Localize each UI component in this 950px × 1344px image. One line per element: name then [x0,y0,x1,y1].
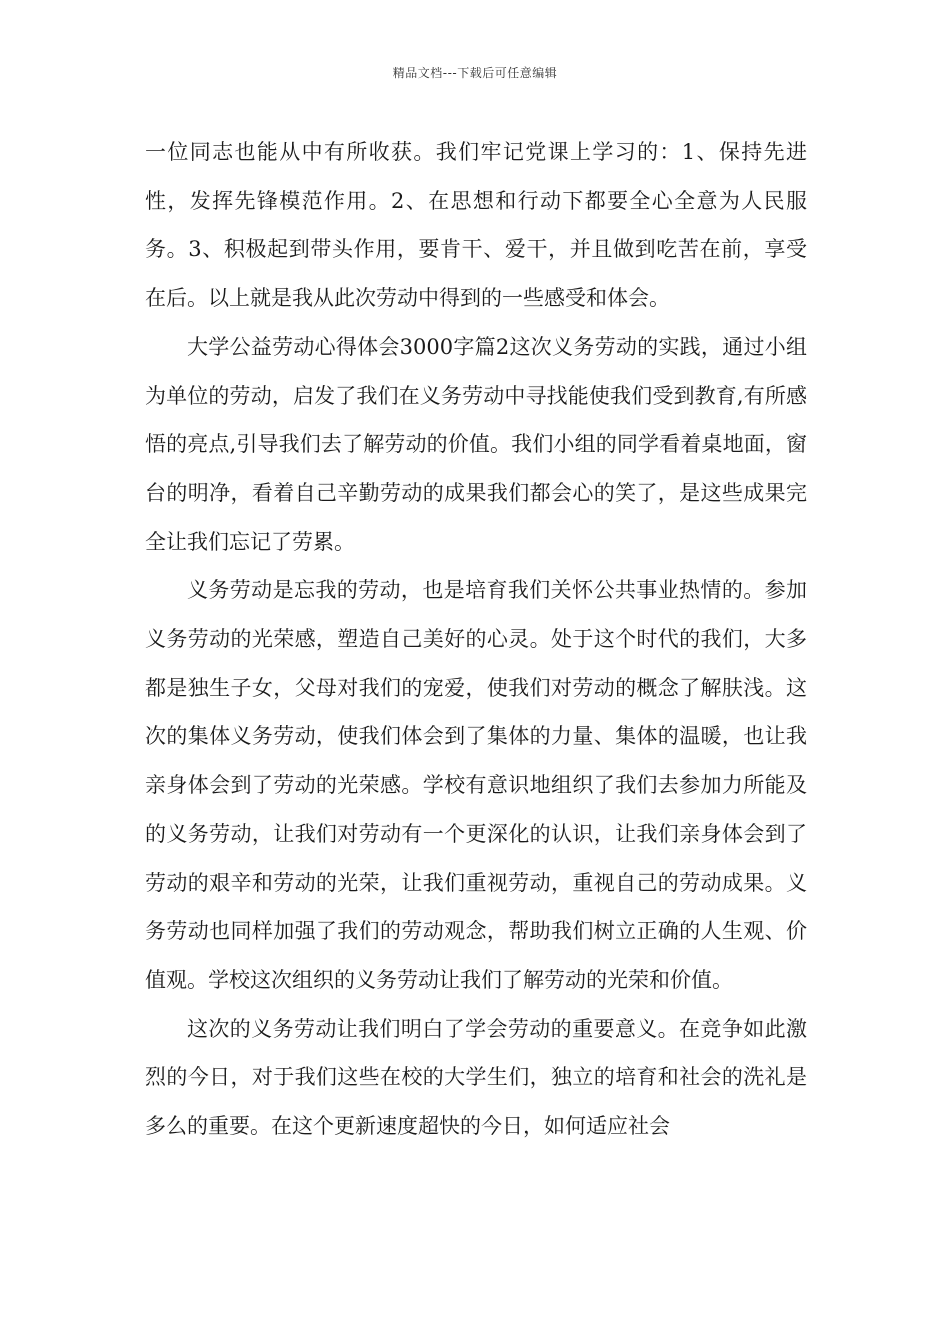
document-body [145,128,807,1151]
paragraph-4: 这次的义务劳动让我们明白了学会劳动的重要意义。在竞争如此激烈的今日，对于我们这些在校的大学生们，独立的培育和社会的洗礼是多么的重要。在这个更新速度超快的今日，如何适应社会 [145,1016,807,1139]
paragraph-1: 一位同志也能从中有所收获。我们牢记党课上学习的：1、保持先进性，发挥先锋模范作用。2、在思想和行动下都要全心全意为人民服务。3、积极起到带头作用，要肯干、爱干，并且做到吃苦在前，享受在后。以上就是我从此次劳动中得到的一些感受和体会。 [145,140,807,311]
page-header: 精品文档---下载后可任意编辑 [392,66,558,80]
paragraph-2: 大学公益劳动心得体会3000字篇2这次义务劳动的实践，通过小组为单位的劳动，启发了我们在义务劳动中寻找能使我们受到教育,有所感悟的亮点,引导我们去了解劳动的价值。我们小组的同学看着桌地面，窗台的明净，看着自己辛勤劳动的成果我们都会心的笑了，是这些成果完全让我们忘记了劳累。 [145,334,807,554]
paragraph-3: 义务劳动是忘我的劳动，也是培育我们关怀公共事业热情的。参加义务劳动的光荣感，塑造自己美好的心灵。处于这个时代的我们，大多都是独生子女，父母对我们的宠爱，使我们对劳动的概念了解肤浅。这次的集体义务劳动，使我们体会到了集体的力量、集体的温暖，也让我亲身体会到了劳动的光荣感。学校有意识地组织了我们去参加力所能及的义务劳动，让我们对劳动有一个更深化的认识，让我们亲身体会到了劳动的艰辛和劳动的光荣，让我们重视劳动，重视自己的劳动成果。义务劳动也同样加强了我们的劳动观念，帮助我们树立正确的人生观、价值观。学校这次组织的义务劳动让我们了解劳动的光荣和价值。 [145,578,807,992]
